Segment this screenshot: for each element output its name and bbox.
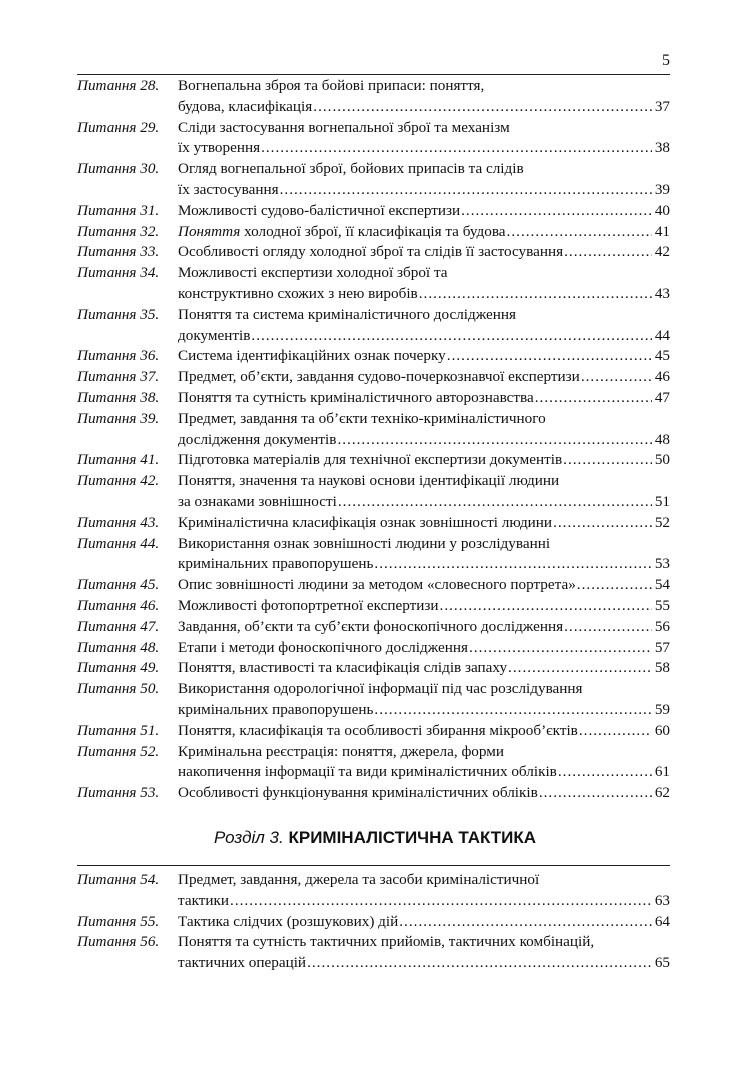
toc-entry-line	[77, 617, 670, 638]
dot-leader	[460, 201, 652, 222]
dot-leader	[312, 97, 652, 118]
entry-title: Предмет, об’єкти, завдання судово-почеркознавчої експертизи	[178, 368, 580, 386]
question-number: Питання 52.	[77, 742, 160, 760]
top-rule	[77, 74, 670, 75]
toc-entry-line	[77, 783, 670, 804]
toc-entry	[77, 679, 670, 721]
page-ref: 57	[654, 638, 670, 656]
entry-title: Поняття, значення та наукові основи ідентифікації людини	[178, 472, 560, 490]
page-ref: 63	[654, 891, 670, 909]
toc-entry	[77, 409, 670, 451]
page-ref: 53	[654, 555, 670, 573]
entry-title: Етапи і методи фоноскопічного дослідження	[178, 638, 468, 656]
toc-entry-line	[77, 201, 670, 222]
dot-leader	[562, 450, 652, 471]
page-ref: 65	[654, 954, 670, 972]
page-ref: 60	[654, 721, 670, 739]
dot-leader	[373, 700, 652, 721]
page-ref: 52	[654, 513, 670, 531]
question-number: Питання 30.	[77, 160, 160, 178]
dot-leader	[260, 138, 652, 159]
dot-leader	[337, 492, 652, 513]
toc-entry-line	[77, 554, 670, 575]
dot-leader	[250, 326, 652, 347]
toc-entry-line	[77, 97, 670, 118]
toc-entry-line	[77, 492, 670, 513]
question-number: Питання 36.	[77, 347, 160, 365]
question-number: Питання 41.	[77, 451, 160, 469]
entry-title: Кримінальна реєстрація: поняття, джерела, форми	[178, 742, 504, 760]
toc-entry	[77, 201, 670, 222]
toc-list-top	[77, 76, 670, 804]
entry-title: Вогнепальна зброя та бойові припаси: поняття,	[178, 77, 485, 94]
entry-title: Тактика слідчих (розшукових) дій	[178, 912, 399, 930]
page-number: 5	[662, 52, 670, 69]
question-number: Питання 44.	[77, 534, 160, 552]
toc-entry-line	[77, 638, 670, 659]
page-ref: 48	[654, 430, 670, 448]
toc-entry-line	[77, 222, 670, 243]
entry-title: Використання ознак зовнішності людини у розслідуванні	[178, 534, 551, 552]
toc-entry-line	[77, 180, 670, 201]
toc-entry	[77, 222, 670, 243]
toc-entry-line	[77, 575, 670, 596]
toc-entry-line	[77, 721, 670, 742]
entry-title: Сліди застосування вогнепальної зброї та механізм	[178, 118, 510, 136]
entry-title: кримінальних правопорушень	[178, 700, 374, 718]
toc-entry-line	[77, 284, 670, 305]
question-number: Питання 33.	[77, 243, 160, 261]
question-number: Питання 47.	[77, 617, 160, 635]
section-label: Розділ 3.	[213, 828, 284, 847]
question-number: Питання 42.	[77, 472, 160, 490]
dot-leader	[563, 242, 652, 263]
question-number: Питання 43.	[77, 513, 160, 531]
entry-title: Використання одорологічної інформації під час розслідування	[178, 680, 583, 698]
toc-entry-line	[77, 409, 670, 430]
toc-entry-line	[77, 658, 670, 679]
toc-entry-line	[77, 679, 670, 700]
dot-leader	[538, 783, 652, 804]
question-number: Питання 51.	[77, 721, 160, 739]
toc-entry-line	[77, 912, 670, 933]
toc-entry	[77, 742, 670, 784]
toc-entry-line	[77, 534, 670, 555]
toc-entry-line	[77, 700, 670, 721]
dot-leader	[373, 554, 652, 575]
entry-title: Можливості судово-балістичної експертизи	[178, 201, 461, 219]
dot-leader	[552, 513, 652, 534]
entry-title: Предмет, завдання та об’єкти техніко-криміналістичного	[178, 409, 546, 427]
toc-entry	[77, 305, 670, 347]
toc-entry-line	[77, 471, 670, 492]
toc-entry-line	[77, 326, 670, 347]
page-ref: 51	[654, 492, 670, 510]
entry-title: Поняття, класифікація та особливості збирання мікрооб’єктів	[178, 721, 578, 739]
dot-leader	[279, 180, 652, 201]
toc-entry	[77, 721, 670, 742]
toc-entry	[77, 534, 670, 576]
dot-leader	[578, 721, 652, 742]
dot-leader	[468, 638, 652, 659]
page-ref: 59	[654, 700, 670, 718]
dot-leader	[557, 762, 652, 783]
dot-leader	[580, 367, 652, 388]
toc-entry	[77, 638, 670, 659]
section-name: КРИМІНАЛІСТИЧНА ТАКТИКА	[288, 828, 537, 847]
entry-title: Поняття, властивості та класифікація слідів запаху	[178, 659, 508, 677]
toc-entry-line	[77, 159, 670, 180]
page-ref: 40	[654, 201, 670, 219]
dot-leader	[446, 346, 652, 367]
entry-title-rest: холодної зброї, її класифікація та будова	[240, 222, 506, 240]
dot-leader	[563, 617, 652, 638]
dot-leader	[534, 388, 652, 409]
entry-title: Можливості фотопортретної експертизи	[178, 596, 439, 614]
toc-entry	[77, 658, 670, 679]
page-ref: 61	[654, 763, 670, 781]
toc-entry-line	[77, 305, 670, 326]
toc-entry	[77, 617, 670, 638]
toc-entry-line	[77, 513, 670, 534]
entry-title: тактики	[178, 891, 230, 909]
toc-entry	[77, 932, 670, 974]
toc-list-bottom	[77, 870, 670, 974]
question-number: Питання 54.	[77, 871, 160, 888]
toc-entry-line	[77, 762, 670, 783]
toc-entry-line	[77, 118, 670, 139]
question-number: Питання 31.	[77, 201, 160, 219]
question-number: Питання 49.	[77, 659, 160, 677]
toc-entry-line	[77, 450, 670, 471]
question-number: Питання 46.	[77, 596, 160, 614]
question-number: Питання 35.	[77, 305, 160, 323]
toc-entry-line	[77, 76, 670, 97]
toc-entry	[77, 118, 670, 160]
entry-title: Предмет, завдання, джерела та засоби криміналістичної	[178, 871, 540, 888]
entry-title: тактичних операцій	[178, 954, 307, 972]
page-ref: 42	[654, 243, 670, 261]
page-ref: 37	[654, 97, 670, 115]
entry-title: Криміналістична класифікація ознак зовнішності людини	[178, 513, 553, 531]
toc-entry	[77, 575, 670, 596]
page-ref: 62	[654, 784, 670, 802]
page-ref: 41	[654, 222, 670, 240]
entry-title: Можливості експертизи холодної зброї та	[178, 264, 448, 282]
entry-title: Завдання, об’єкти та суб’єкти фоноскопічного дослідження	[178, 617, 564, 635]
toc-entry	[77, 596, 670, 617]
section-rule	[77, 865, 670, 866]
dot-leader	[398, 912, 652, 933]
toc-entry-line	[77, 242, 670, 263]
entry-title: їх застосування	[178, 180, 279, 198]
question-number: Питання 32.	[77, 222, 160, 240]
toc-entry-line	[77, 346, 670, 367]
entry-title: Опис зовнішності людини за методом «словесного портрета»	[178, 576, 576, 594]
question-number: Питання 48.	[77, 638, 160, 656]
toc-entry	[77, 450, 670, 471]
page-ref: 58	[654, 659, 670, 677]
toc-entry-line	[77, 430, 670, 451]
question-number: Питання 34.	[77, 264, 160, 282]
dot-leader	[418, 284, 652, 305]
entry-title: накопичення інформації та види криміналістичних обліків	[178, 763, 557, 781]
dot-leader	[306, 953, 652, 974]
entry-title: документів	[178, 326, 251, 344]
toc-entry-line	[77, 138, 670, 159]
entry-title: Поняття та сутність криміналістичного авторознавства	[178, 388, 534, 406]
toc-entry-line	[77, 742, 670, 763]
question-number: Питання 28.	[77, 77, 160, 94]
page-ref: 45	[654, 347, 670, 365]
toc-entry	[77, 783, 670, 804]
toc-entry-line	[77, 263, 670, 284]
dot-leader	[507, 658, 652, 679]
page-ref: 47	[654, 388, 670, 406]
entry-title: кримінальних правопорушень	[178, 555, 374, 573]
toc-entry-line	[77, 367, 670, 388]
question-number: Питання 38.	[77, 388, 160, 406]
page-ref: 54	[654, 576, 670, 594]
entry-title-italic: Поняття	[178, 222, 241, 240]
toc-entry	[77, 367, 670, 388]
dot-leader	[576, 575, 652, 596]
question-number: Питання 56.	[77, 933, 160, 951]
entry-title: Поняття та сутність тактичних прийомів, тактичних комбінацій,	[178, 933, 595, 951]
toc-entry-line	[77, 953, 670, 974]
page-ref: 64	[654, 912, 670, 930]
toc-entry	[77, 263, 670, 305]
entry-title: їх утворення	[178, 139, 261, 157]
dot-leader	[229, 891, 652, 912]
page-ref: 55	[654, 596, 670, 614]
toc-entry	[77, 388, 670, 409]
question-number: Питання 45.	[77, 576, 160, 594]
toc-entry	[77, 159, 670, 201]
entry-title: Особливості огляду холодної зброї та слідів її застосування	[178, 243, 564, 261]
toc-entry	[77, 346, 670, 367]
entry-title: Поняття та система криміналістичного дослідження	[178, 305, 517, 323]
question-number: Питання 55.	[77, 912, 160, 930]
entry-title: Особливості функціонування криміналістичних обліків	[178, 784, 538, 802]
question-number: Питання 37.	[77, 368, 160, 386]
toc-entry	[77, 471, 670, 513]
entry-title: за ознаками зовнішності	[178, 492, 337, 510]
toc-entry	[77, 513, 670, 534]
dot-leader	[506, 222, 652, 243]
entry-title	[178, 222, 506, 243]
toc-entry	[77, 242, 670, 263]
toc-entry	[77, 76, 670, 118]
entry-title: дослідження документів	[178, 430, 337, 448]
page-ref: 50	[654, 451, 670, 469]
entry-title: будова, класифікація	[178, 97, 313, 115]
page-ref: 56	[654, 617, 670, 635]
toc-entry	[77, 912, 670, 933]
toc-entry	[77, 870, 670, 912]
entry-title: Система ідентифікаційних ознак почерку	[178, 347, 446, 365]
toc-entry-line	[77, 870, 670, 891]
entry-title: Огляд вогнепальної зброї, бойових припасів та слідів	[178, 160, 524, 178]
question-number: Питання 53.	[77, 784, 160, 802]
page-ref: 46	[654, 368, 670, 386]
page-ref: 38	[654, 139, 670, 157]
page-ref: 44	[654, 326, 670, 344]
question-number: Питання 29.	[77, 118, 160, 136]
page-ref: 39	[654, 180, 670, 198]
dot-leader	[336, 430, 652, 451]
entry-title: Підготовка матеріалів для технічної експертизи документів	[178, 451, 563, 469]
question-number: Питання 39.	[77, 409, 160, 427]
page-ref: 43	[654, 284, 670, 302]
toc-entry-line	[77, 932, 670, 953]
toc-entry-line	[77, 891, 670, 912]
dot-leader	[439, 596, 652, 617]
entry-title: конструктивно схожих з нею виробів	[178, 284, 418, 302]
toc-entry-line	[77, 596, 670, 617]
toc-entry-line	[77, 388, 670, 409]
question-number: Питання 50.	[77, 680, 160, 698]
section-title	[0, 828, 750, 848]
